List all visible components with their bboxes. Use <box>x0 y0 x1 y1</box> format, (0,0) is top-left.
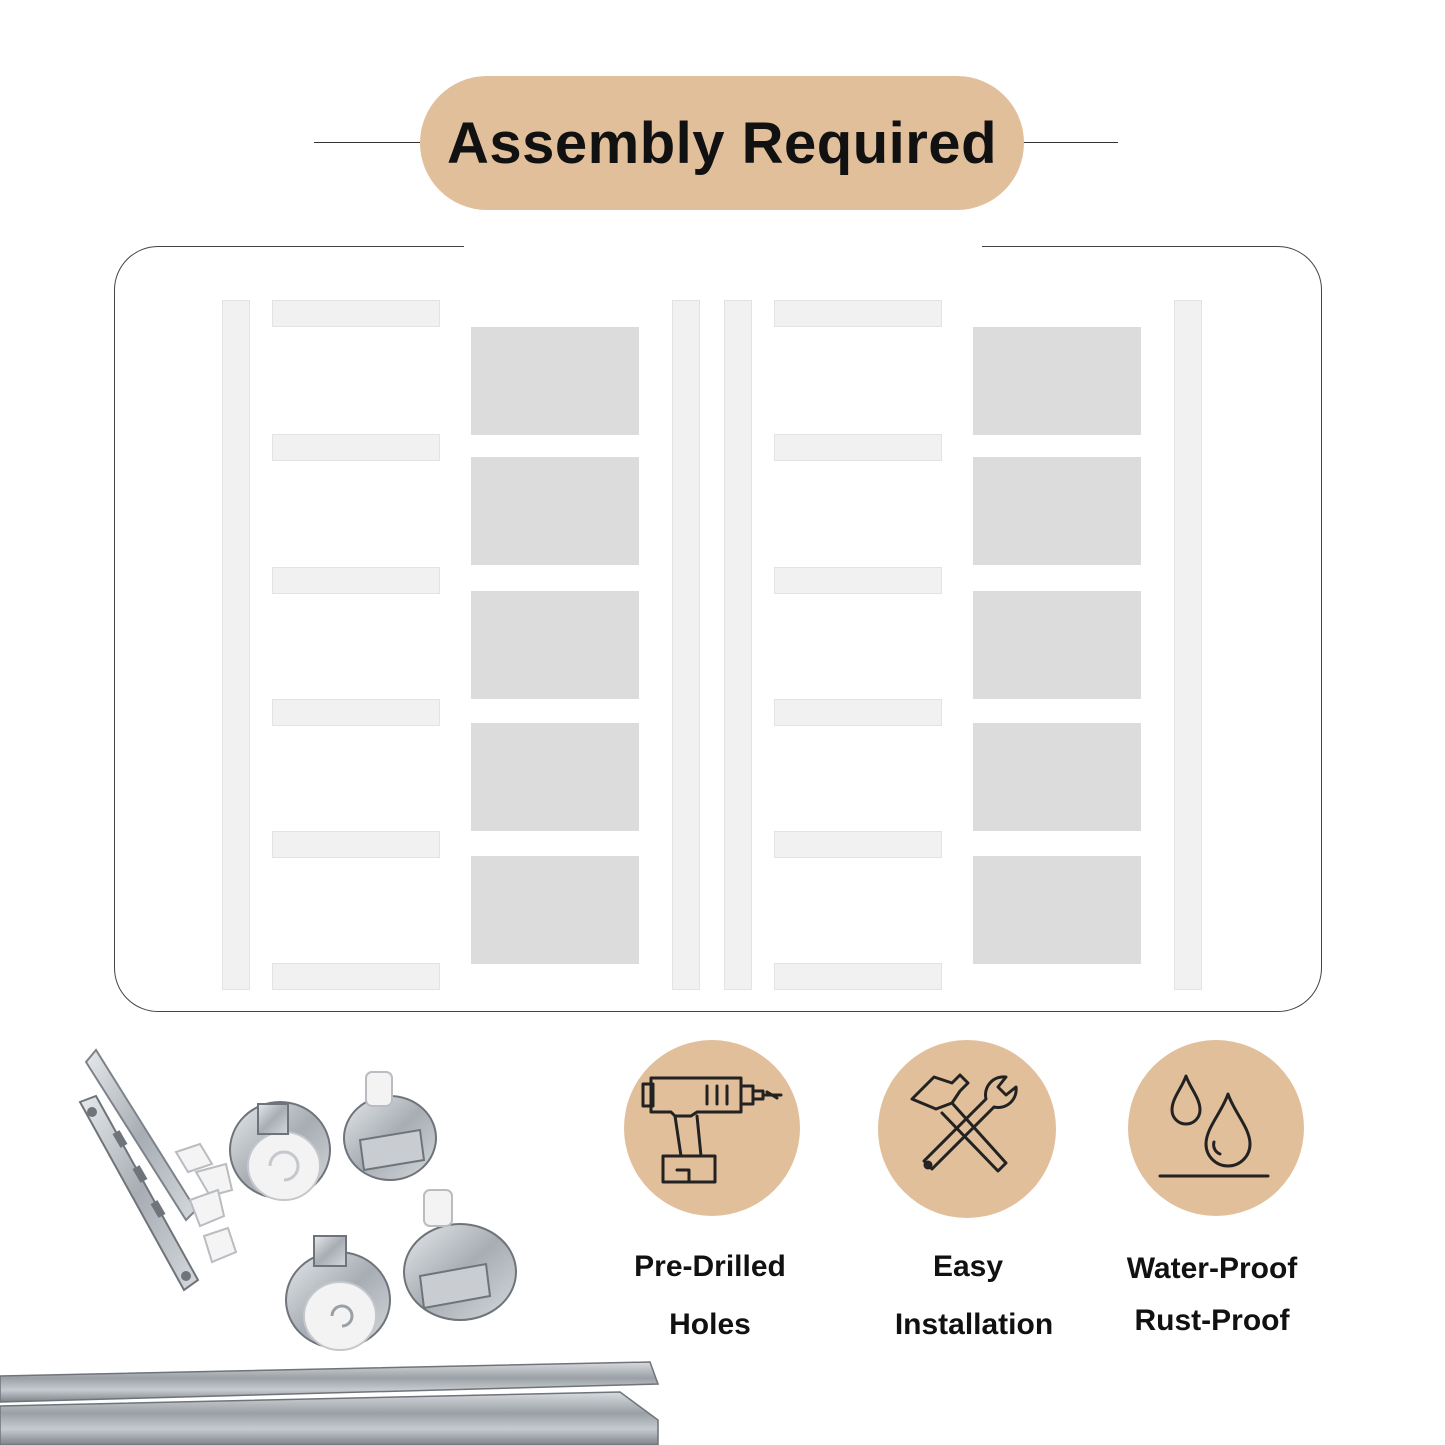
door-rail <box>774 300 942 327</box>
door-rail <box>774 699 942 726</box>
feature-circle <box>624 1040 800 1216</box>
glass-pane <box>973 457 1141 565</box>
glass-pane <box>973 591 1141 699</box>
roller-bracket-icon <box>404 1190 516 1320</box>
glass-pane <box>973 856 1141 964</box>
door-panel-parts <box>724 300 1204 990</box>
page-title: Assembly Required <box>446 110 997 176</box>
door-rail <box>272 300 440 327</box>
glass-pane <box>471 856 639 964</box>
tools-icon <box>902 1069 1032 1189</box>
title-badge <box>420 76 1024 210</box>
door-rail <box>272 831 440 858</box>
feature-label-line1: Pre-Drilled <box>634 1250 786 1283</box>
door-panel-parts <box>222 300 702 990</box>
panel-frame-gap <box>464 238 982 254</box>
roller-bracket-icon <box>344 1072 436 1180</box>
glass-pane <box>471 457 639 565</box>
feature-label-line1: Water-Proof <box>1126 1252 1298 1285</box>
glass-pane <box>973 327 1141 435</box>
roller-bracket-icon <box>230 1102 330 1200</box>
door-stile <box>1174 300 1202 990</box>
feature-circle <box>878 1040 1056 1218</box>
door-rail <box>272 567 440 594</box>
door-rail <box>272 434 440 461</box>
drill-icon <box>637 1058 787 1198</box>
title-divider-left <box>314 142 426 143</box>
glass-pane <box>471 327 639 435</box>
feature-easy-installation <box>842 1040 1102 1370</box>
feature-circle <box>1128 1040 1304 1216</box>
feature-label-line2: Installation <box>894 1308 1054 1341</box>
door-rail <box>272 699 440 726</box>
feature-label-line1: Easy <box>932 1250 1004 1283</box>
glass-pane <box>471 723 639 831</box>
door-rail <box>272 963 440 990</box>
feature-pre-drilled <box>580 1040 840 1370</box>
door-rail <box>774 831 942 858</box>
water-drop-icon <box>1156 1068 1276 1188</box>
glass-pane <box>973 723 1141 831</box>
feature-label-line2: Holes <box>669 1308 751 1341</box>
feature-label-line2: Rust-Proof <box>1134 1304 1290 1337</box>
door-rail <box>774 434 942 461</box>
roller-bracket-icon <box>286 1236 390 1350</box>
door-rail <box>774 567 942 594</box>
glass-pane <box>471 591 639 699</box>
guide-plate-icon <box>80 1050 198 1290</box>
track-rail-icon <box>0 1362 658 1445</box>
door-stile <box>672 300 700 990</box>
title-divider-right <box>1020 142 1118 143</box>
door-stile <box>222 300 250 990</box>
feature-water-proof <box>1082 1040 1342 1370</box>
door-stile <box>724 300 752 990</box>
door-rail <box>774 963 942 990</box>
hardware-kit-illustration <box>0 1040 680 1445</box>
